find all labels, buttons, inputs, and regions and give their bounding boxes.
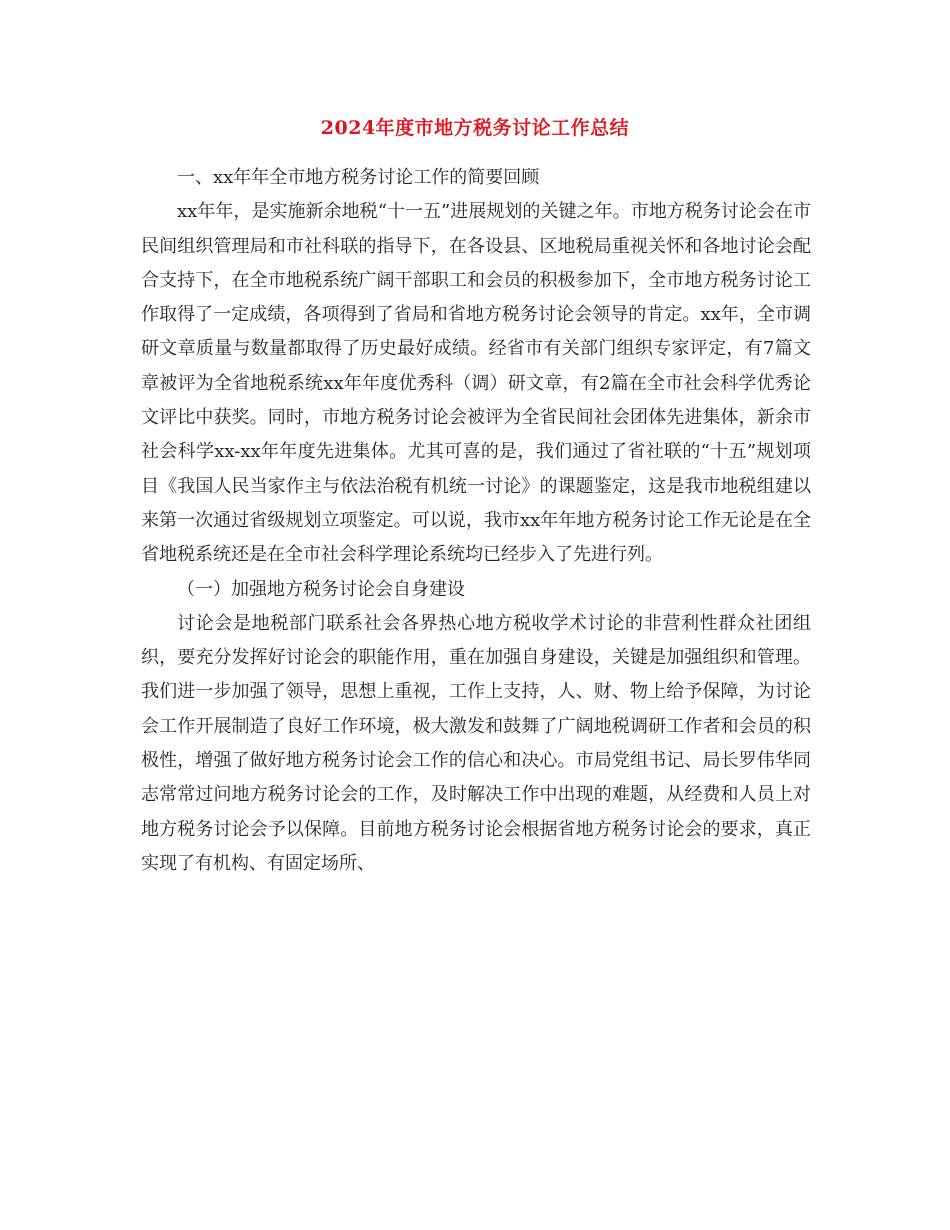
paragraph-self-construction: 讨论会是地税部门联系社会各界热心地方税收学术讨论的非营利性群众社团组织，要充分发挥好讨论会的职能作用，重在加强自身建设，关键是加强组织和管理。我们进一步加强了领导，思想上重视，工作上支持，人、财、物上给予保障，为讨论会工作开展制造了良好工作环境，极大激发和鼓舞了广阔地税调研工作者和会员的积极性，增强了做好地方税务讨论会工作的信心和决心。市局党组书记、局长罗伟华同志常常过问地方税务讨论会的工作，及时解决工作中出现的难题，从经费和人员上对地方税务讨论会予以保障。目前地方税务讨论会根据省地方税务讨论会的要求，真正实现了有机构、有固定场所、 (141, 612, 811, 874)
paragraph-review: xx年年，是实施新余地税“十一五”进展规划的关键之年。市地方税务讨论会在市民间组织管理局和市社科联的指导下，在各设县、区地税局重视关怀和各地讨论会配合支持下，在全市地税系统广阔干部职工和会员的积极参加下，全市地方税务讨论工作取得了一定成绩，各项得到了省局和省地方税务讨论会领导的肯定。xx年，全市调研文章质量与数量都取得了历史最好成绩。经省市有关部门组织专家评定，有7篇文章被评为全省地税系统xx年年度优秀科（调）研文章，有2篇在全市社会科学优秀论文评比中获奖。同时，市地方税务讨论会被评为全省民间社会团体先进集体，新余市社会科学xx-xx年年度先进集体。尤其可喜的是，我们通过了省社联的“十五”规划项目《我国人民当家作主与依法治税有机统一讨论》的课题鉴定，这是我市地税组建以来第一次通过省级规划立项鉴定。可以说，我市xx年年地方税务讨论工作无论是在全省地税系统还是在全市社会科学理论系统均已经步入了先进行列。 (141, 201, 811, 566)
section-heading-review: 一、xx年年全市地方税务讨论工作的简要回顾 (177, 167, 540, 188)
document-title: 2024年度市地方税务讨论工作总结 (320, 117, 630, 139)
document-body (141, 161, 811, 881)
section-heading-self-construction: （一）加强地方税务讨论会自身建设 (177, 578, 465, 600)
